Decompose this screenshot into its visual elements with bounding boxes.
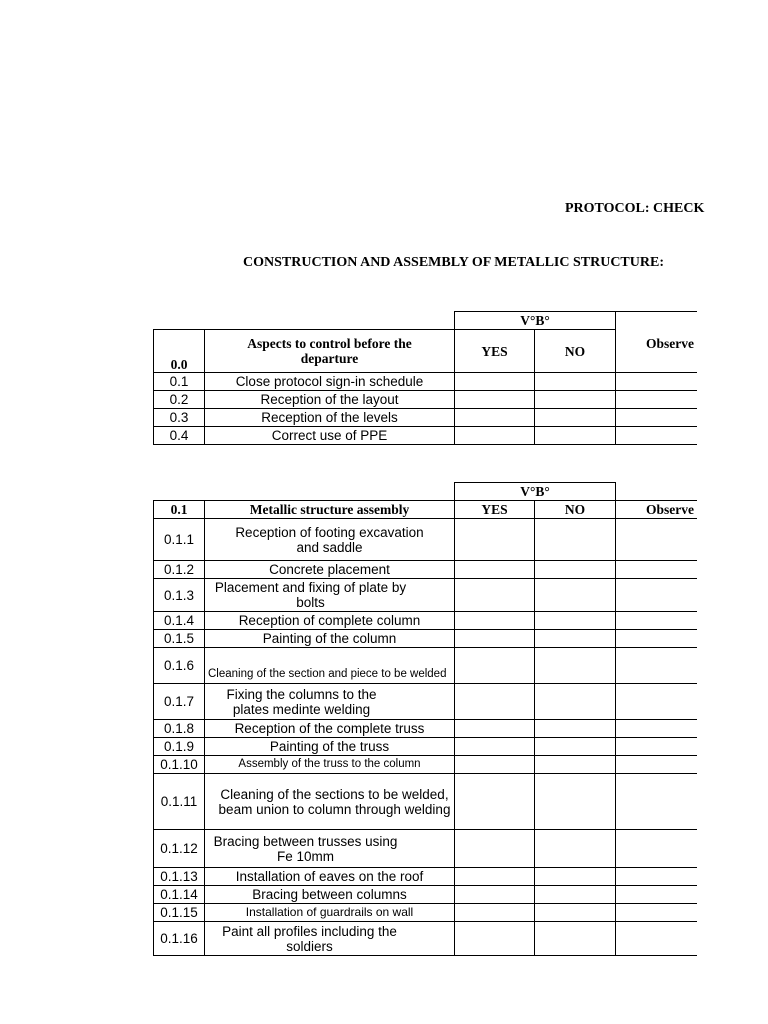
yes-cell[interactable] [455, 774, 535, 830]
no-cell[interactable] [535, 373, 616, 391]
row-code: 0.1.5 [154, 630, 205, 648]
no-cell[interactable] [535, 648, 616, 684]
table-row [154, 427, 698, 445]
assembly-table-container [153, 482, 697, 956]
no-cell[interactable] [535, 427, 616, 445]
row-description: Fixing the columns to the plates medinte welding [205, 684, 455, 720]
section-heading: Aspects to control before the departure [205, 330, 455, 373]
yes-cell[interactable] [455, 738, 535, 756]
yes-header: YES [455, 330, 535, 373]
yes-cell[interactable] [455, 922, 535, 956]
section-heading: Metallic structure assembly [205, 501, 455, 519]
table-row [154, 612, 698, 630]
yes-cell[interactable] [455, 630, 535, 648]
yes-cell[interactable] [455, 391, 535, 409]
no-cell[interactable] [535, 774, 616, 830]
yes-cell[interactable] [455, 904, 535, 922]
row-description: Reception of the levels [205, 409, 455, 427]
yes-cell[interactable] [455, 409, 535, 427]
table-row [154, 738, 698, 756]
yes-cell[interactable] [455, 756, 535, 774]
observations-cell[interactable] [616, 648, 698, 684]
row-description: Reception of footing excavation and saddle [205, 519, 455, 561]
row-code: 0.1 [154, 373, 205, 391]
row-description: Placement and fixing of plate by bolts [205, 579, 455, 612]
observations-cell[interactable] [616, 922, 698, 956]
observations-cell[interactable] [616, 756, 698, 774]
row-code: 0.1.11 [154, 774, 205, 830]
table-row [154, 922, 698, 956]
observations-cell[interactable] [616, 579, 698, 612]
observations-cell[interactable] [616, 904, 698, 922]
observations-cell[interactable] [616, 561, 698, 579]
observations-header: Observe [616, 330, 698, 373]
vobo-header: V°B° [455, 483, 616, 501]
table-row [154, 720, 698, 738]
table-row [154, 519, 698, 561]
no-header: NO [535, 501, 616, 519]
observations-cell[interactable] [616, 612, 698, 630]
yes-header: YES [455, 501, 535, 519]
row-code: 0.1.16 [154, 922, 205, 956]
vobo-header: V°B° [455, 312, 616, 330]
table-row [154, 579, 698, 612]
yes-cell[interactable] [455, 373, 535, 391]
yes-cell[interactable] [455, 519, 535, 561]
no-cell[interactable] [535, 561, 616, 579]
section-code: 0.0 [154, 330, 205, 373]
row-code: 0.1.4 [154, 612, 205, 630]
no-cell[interactable] [535, 519, 616, 561]
yes-cell[interactable] [455, 648, 535, 684]
observations-cell[interactable] [616, 391, 698, 409]
yes-cell[interactable] [455, 427, 535, 445]
row-code: 0.3 [154, 409, 205, 427]
row-code: 0.1.10 [154, 756, 205, 774]
row-description: Painting of the truss [205, 738, 455, 756]
row-description: Cleaning of the section and piece to be welded [205, 648, 455, 684]
row-description: Painting of the column [205, 630, 455, 648]
row-code: 0.1.12 [154, 830, 205, 868]
row-code: 0.1.9 [154, 738, 205, 756]
row-description: Installation of guardrails on wall [205, 904, 455, 922]
observations-cell[interactable] [616, 519, 698, 561]
observations-cell[interactable] [616, 886, 698, 904]
row-code: 0.1.13 [154, 868, 205, 886]
row-code: 0.1.6 [154, 648, 205, 684]
table-row [154, 684, 698, 720]
row-description: Assembly of the truss to the column [205, 756, 455, 774]
protocol-title: PROTOCOL: CHECK [565, 201, 705, 216]
no-header: NO [535, 330, 616, 373]
no-cell[interactable] [535, 630, 616, 648]
no-cell[interactable] [535, 684, 616, 720]
observations-cell[interactable] [616, 738, 698, 756]
document-title: CONSTRUCTION AND ASSEMBLY OF METALLIC STRUCTURE: [243, 255, 664, 270]
no-cell[interactable] [535, 738, 616, 756]
pre-departure-table-container [153, 311, 697, 445]
yes-cell[interactable] [455, 720, 535, 738]
row-description: Bracing between trusses using Fe 10mm [205, 830, 455, 868]
observations-cell[interactable] [616, 427, 698, 445]
row-description: Paint all profiles including the soldiers [205, 922, 455, 956]
table-row [154, 561, 698, 579]
table-row [154, 648, 698, 684]
table-row [154, 391, 698, 409]
observations-cell[interactable] [616, 630, 698, 648]
no-cell[interactable] [535, 409, 616, 427]
table-row [154, 409, 698, 427]
table-row [154, 868, 698, 886]
table-row [154, 774, 698, 830]
row-code: 0.1.15 [154, 904, 205, 922]
row-description: Reception of complete column [205, 612, 455, 630]
no-cell[interactable] [535, 904, 616, 922]
row-description: Correct use of PPE [205, 427, 455, 445]
row-code: 0.1.7 [154, 684, 205, 720]
no-cell[interactable] [535, 391, 616, 409]
row-code: 0.1.8 [154, 720, 205, 738]
yes-cell[interactable] [455, 684, 535, 720]
table-row [154, 904, 698, 922]
no-cell[interactable] [535, 922, 616, 956]
row-description: Concrete placement [205, 561, 455, 579]
observations-cell[interactable] [616, 409, 698, 427]
no-cell[interactable] [535, 720, 616, 738]
observations-cell[interactable] [616, 373, 698, 391]
observations-cell[interactable] [616, 868, 698, 886]
table-row [154, 830, 698, 868]
section-code: 0.1 [154, 501, 205, 519]
row-description: Reception of the layout [205, 391, 455, 409]
row-description: Bracing between columns [205, 886, 455, 904]
row-description: Close protocol sign-in schedule [205, 373, 455, 391]
no-cell[interactable] [535, 886, 616, 904]
row-description: Cleaning of the sections to be welded, beam union to column through welding [205, 774, 455, 830]
table-row [154, 630, 698, 648]
table-row [154, 886, 698, 904]
no-cell[interactable] [535, 579, 616, 612]
yes-cell[interactable] [455, 612, 535, 630]
no-cell[interactable] [535, 612, 616, 630]
yes-cell[interactable] [455, 830, 535, 868]
observations-header: Observe [616, 501, 698, 519]
pre-departure-table [153, 311, 697, 445]
row-code: 0.1.3 [154, 579, 205, 612]
yes-cell[interactable] [455, 868, 535, 886]
row-code: 0.1.14 [154, 886, 205, 904]
assembly-table [153, 482, 697, 956]
no-cell[interactable] [535, 830, 616, 868]
table-row [154, 373, 698, 391]
row-description: Installation of eaves on the roof [205, 868, 455, 886]
row-description: Reception of the complete truss [205, 720, 455, 738]
yes-cell[interactable] [455, 886, 535, 904]
observations-cell[interactable] [616, 830, 698, 868]
row-code: 0.1.1 [154, 519, 205, 561]
yes-cell[interactable] [455, 561, 535, 579]
observations-cell[interactable] [616, 774, 698, 830]
observations-cell[interactable] [616, 720, 698, 738]
table-row [154, 756, 698, 774]
no-cell[interactable] [535, 756, 616, 774]
row-code: 0.1.2 [154, 561, 205, 579]
yes-cell[interactable] [455, 579, 535, 612]
no-cell[interactable] [535, 868, 616, 886]
row-code: 0.4 [154, 427, 205, 445]
observations-cell[interactable] [616, 684, 698, 720]
row-code: 0.2 [154, 391, 205, 409]
